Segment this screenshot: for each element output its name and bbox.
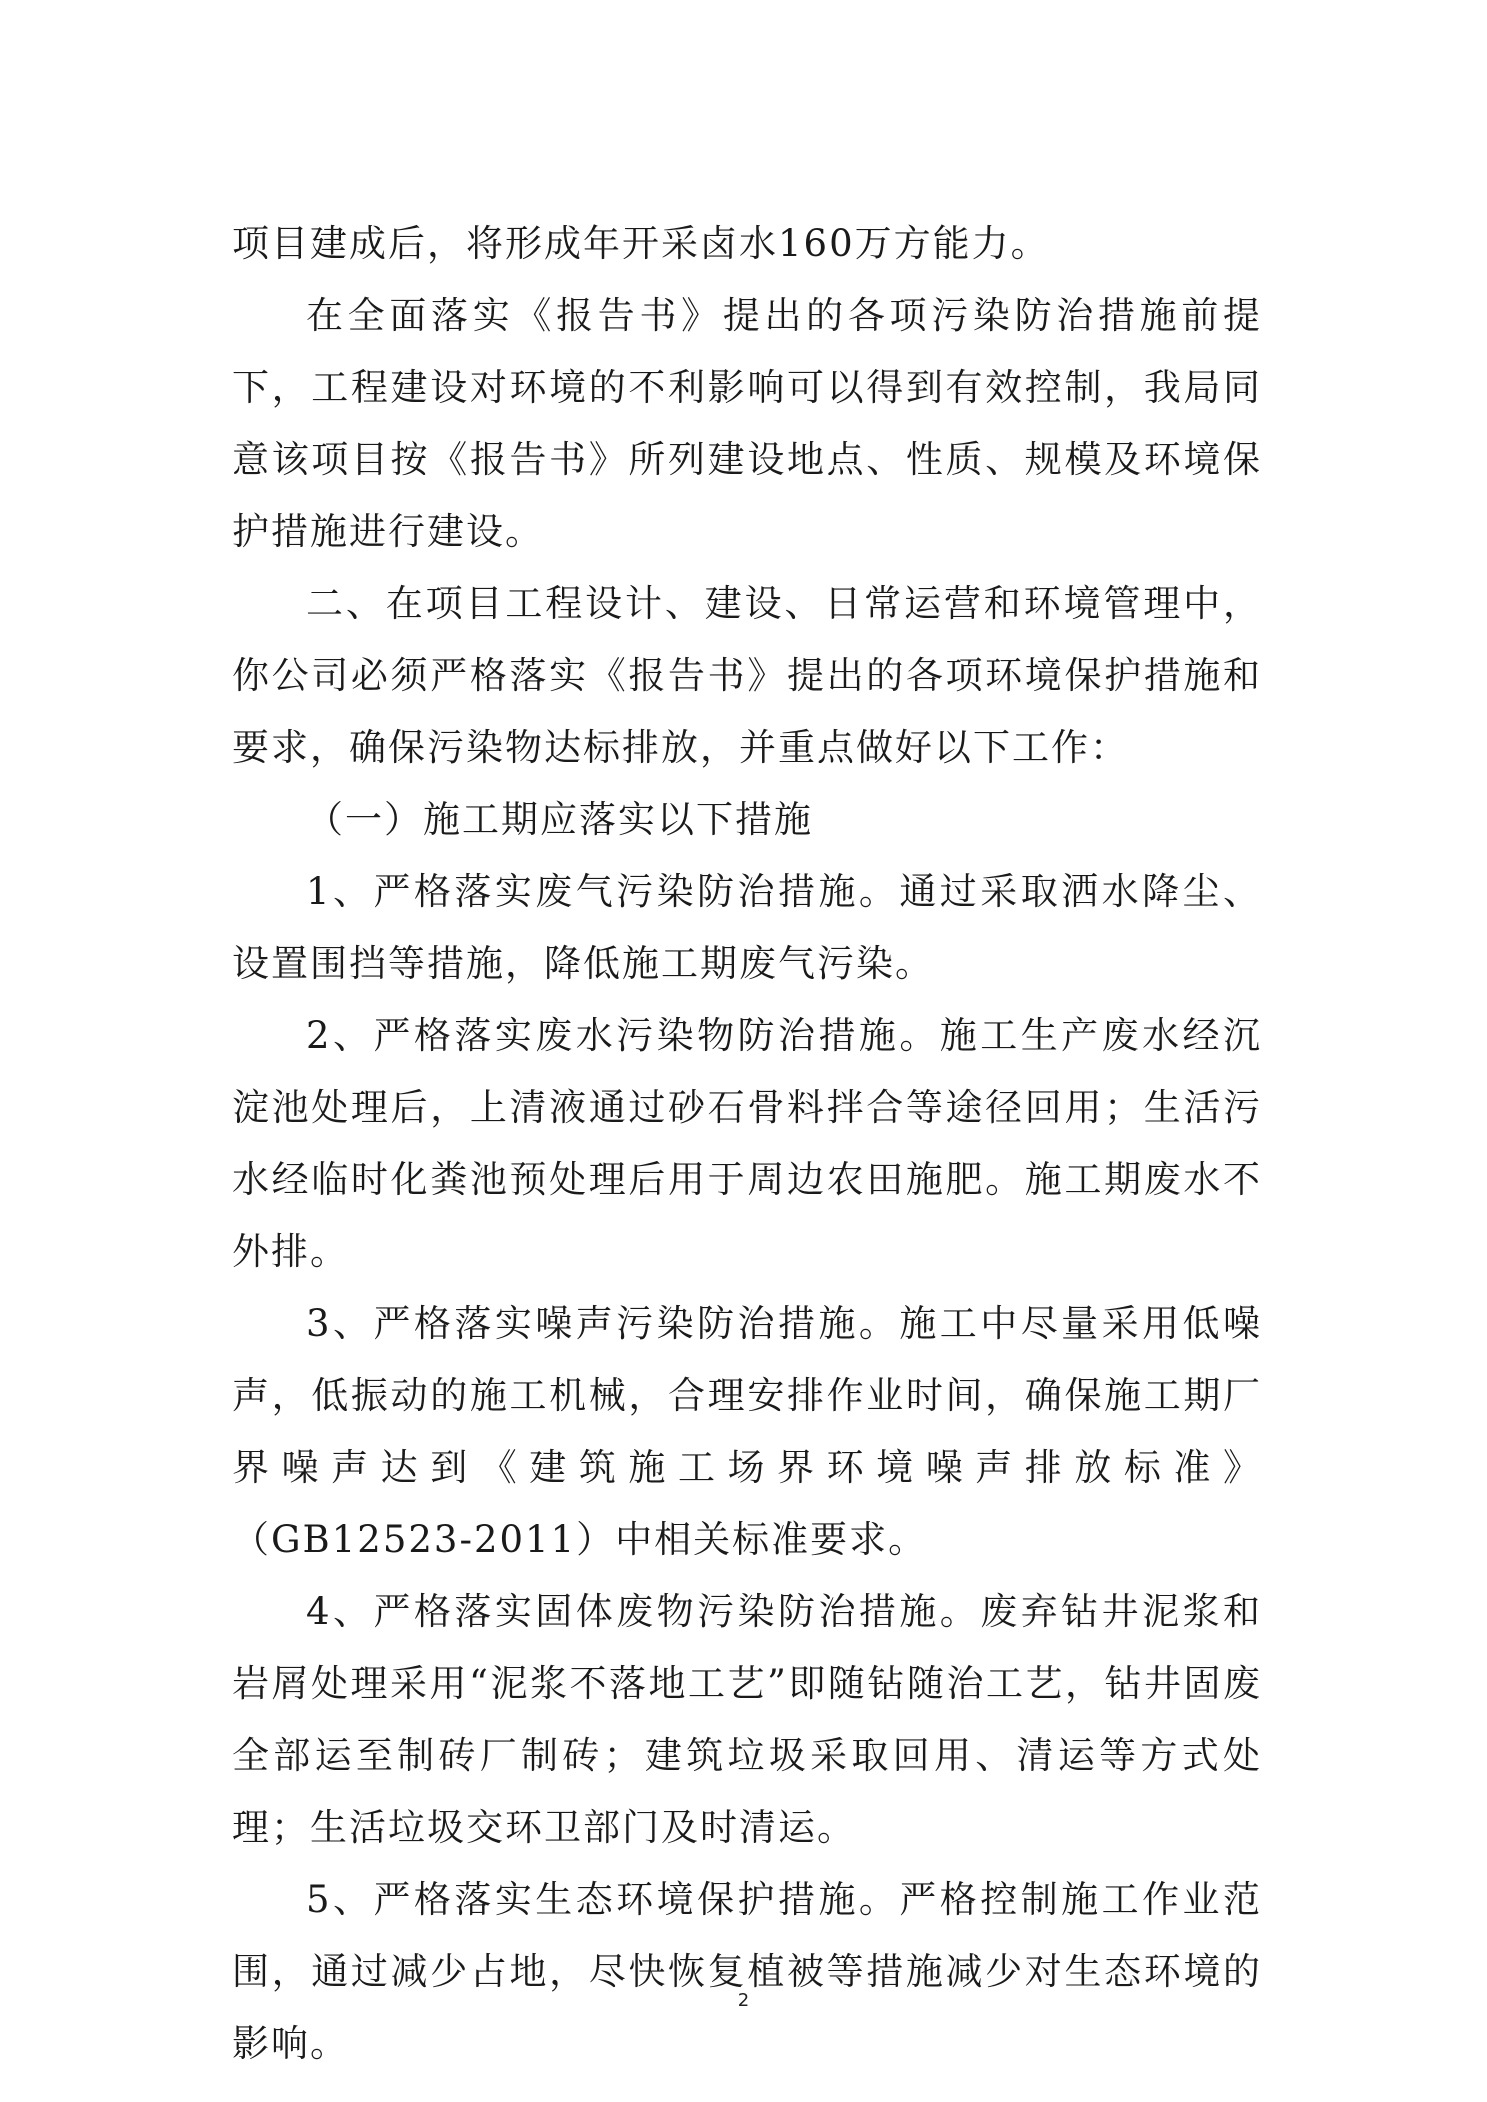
document-body	[232, 208, 1262, 2080]
paragraph-item-2: 2、严格落实废水污染物防治措施。施工生产废水经沉淀池处理后，上清液通过砂石骨料拌合等途径回用；生活污水经临时化粪池预处理后用于周边农田施肥。施工期废水不外排。	[232, 1014, 1262, 1273]
paragraph-item-3: 3、严格落实噪声污染防治措施。施工中尽量采用低噪声，低振动的施工机械，合理安排作业时间，确保施工期厂界噪声达到《建筑施工场界环境噪声排放标准》（GB12523-2011）中相关标准要求。	[232, 1302, 1262, 1561]
page-number: 2	[737, 1990, 750, 2011]
paragraph-item-1: 1、严格落实废气污染防治措施。通过采取洒水降尘、设置围挡等措施，降低施工期废气污染。	[232, 870, 1262, 985]
paragraph-item-5: 5、严格落实生态环境保护措施。严格控制施工作业范围，通过减少占地，尽快恢复植被等措施减少对生态环境的影响。	[232, 1878, 1262, 2065]
paragraph-construction-heading: （一）施工期应落实以下措施	[306, 798, 813, 841]
paragraph-section-two: 二、在项目工程设计、建设、日常运营和环境管理中，你公司必须严格落实《报告书》提出的各项环境保护措施和要求，确保污染物达标排放，并重点做好以下工作：	[232, 582, 1262, 769]
paragraph-continuation: 项目建成后，将形成年开采卤水160万方能力。	[232, 222, 1050, 265]
paragraph-approval: 在全面落实《报告书》提出的各项污染防治措施前提下，工程建设对环境的不利影响可以得到有效控制，我局同意该项目按《报告书》所列建设地点、性质、规模及环境保护措施进行建设。	[232, 294, 1262, 553]
paragraph-item-4: 4、严格落实固体废物污染防治措施。废弃钻井泥浆和岩屑处理采用“泥浆不落地工艺”即随钻随治工艺，钻井固废全部运至制砖厂制砖；建筑垃圾采取回用、清运等方式处理；生活垃圾交环卫部门及时清运。	[232, 1590, 1262, 1849]
